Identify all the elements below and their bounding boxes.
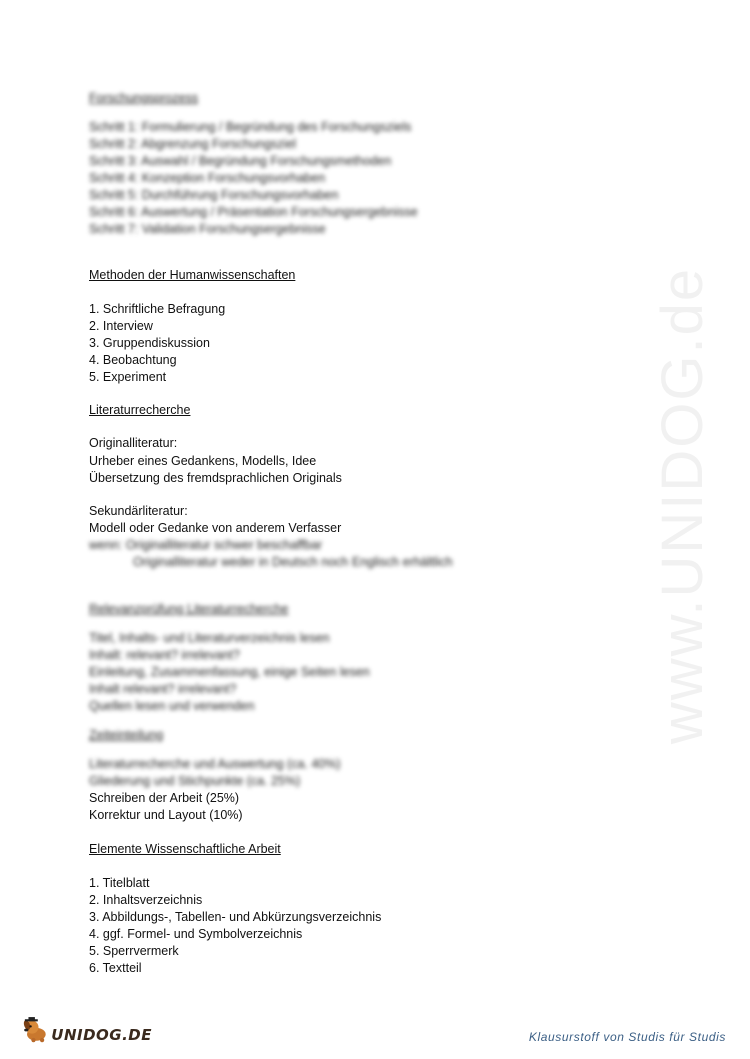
list-item: 6. Textteil — [89, 961, 142, 975]
original-label: Originalliteratur: — [89, 436, 178, 450]
relevanz-item: Inhalt relevant? irrelevant? — [89, 682, 237, 696]
zeit-item: Gliederung und Stichpunkte (ca. 25%) — [89, 774, 301, 788]
forschungs-step: Schritt 7: Validation Forschungsergebnisse — [89, 222, 326, 236]
dog-mascot-icon — [22, 1012, 49, 1048]
wenn-line: wenn: Originalliteratur schwer beschaffbar — [89, 538, 323, 552]
watermark — [638, 266, 728, 744]
section-heading-literatur: Literaturrecherche — [89, 403, 191, 417]
list-item: 2. Inhaltsverzeichnis — [89, 893, 203, 907]
list-item: 4. Beobachtung — [89, 353, 177, 367]
list-item: 1. Schriftliche Befragung — [89, 302, 226, 316]
wenn-line: Originalliteratur weder in Deutsch noch Englisch erhältlich — [133, 555, 453, 569]
original-line: Übersetzung des fremdsprachlichen Originals — [89, 471, 342, 485]
relevanz-item: Titel, Inhalts- und Literaturverzeichnis lesen — [89, 631, 330, 645]
sekundaer-line: Modell oder Gedanke von anderem Verfasser — [89, 521, 342, 535]
zeit-item: Korrektur und Layout (10%) — [89, 808, 243, 822]
sekundaer-label: Sekundärliteratur: — [89, 504, 188, 518]
forschungs-step: Schritt 3: Auswahl / Begründung Forschungsmethoden — [89, 154, 392, 168]
forschungs-step: Schritt 5: Durchführung Forschungsvorhaben — [89, 188, 339, 202]
list-item: 2. Interview — [89, 319, 153, 333]
section-heading-forschungsprozess: Forschungsprozess — [89, 91, 199, 105]
list-item: 5. Experiment — [89, 370, 167, 384]
original-line: Urheber eines Gedankens, Modells, Idee — [89, 454, 317, 468]
list-item: 3. Abbildungs-, Tabellen- und Abkürzungsverzeichnis — [89, 910, 382, 924]
section-heading-elemente: Elemente Wissenschaftliche Arbeit — [89, 842, 281, 856]
section-heading-relevanz: Relevanzprüfung Literaturrecherche — [89, 602, 289, 616]
unidog-logo — [22, 1010, 152, 1050]
list-item: 4. ggf. Formel- und Symbolverzeichnis — [89, 927, 303, 941]
list-item: 5. Sperrvermerk — [89, 944, 179, 958]
section-heading-zeit: Zeiteinteilung — [89, 728, 164, 742]
watermark-text: www.UNIDOG.de — [650, 266, 716, 744]
list-item: 1. Titelblatt — [89, 876, 150, 890]
relevanz-item: Inhalt: relevant? irrelevant? — [89, 648, 240, 662]
relevanz-item: Einleitung, Zusammenfassung, einige Seiten lesen — [89, 665, 370, 679]
zeit-item: Schreiben der Arbeit (25%) — [89, 791, 240, 805]
logo-text: UNIDOG.DE — [51, 1026, 152, 1044]
zeit-item: Literaturrecherche und Auswertung (ca. 40%) — [89, 757, 341, 771]
forschungs-step: Schritt 4: Konzeption Forschungsvorhaben — [89, 171, 326, 185]
relevanz-item: Quellen lesen und verwenden — [89, 699, 255, 713]
forschungs-step: Schritt 6: Auswertung / Präsentation Forschungsergebnisse — [89, 205, 418, 219]
forschungs-step: Schritt 2: Abgrenzung Forschungsziel — [89, 137, 297, 151]
forschungs-step: Schritt 1: Formulierung / Begründung des Forschungsziels — [89, 120, 412, 134]
footer-tagline: Klausurstoff von Studis für Studis — [528, 1030, 726, 1044]
section-heading-methoden: Methoden der Humanwissenschaften — [89, 268, 296, 282]
list-item: 3. Gruppendiskussion — [89, 336, 210, 350]
